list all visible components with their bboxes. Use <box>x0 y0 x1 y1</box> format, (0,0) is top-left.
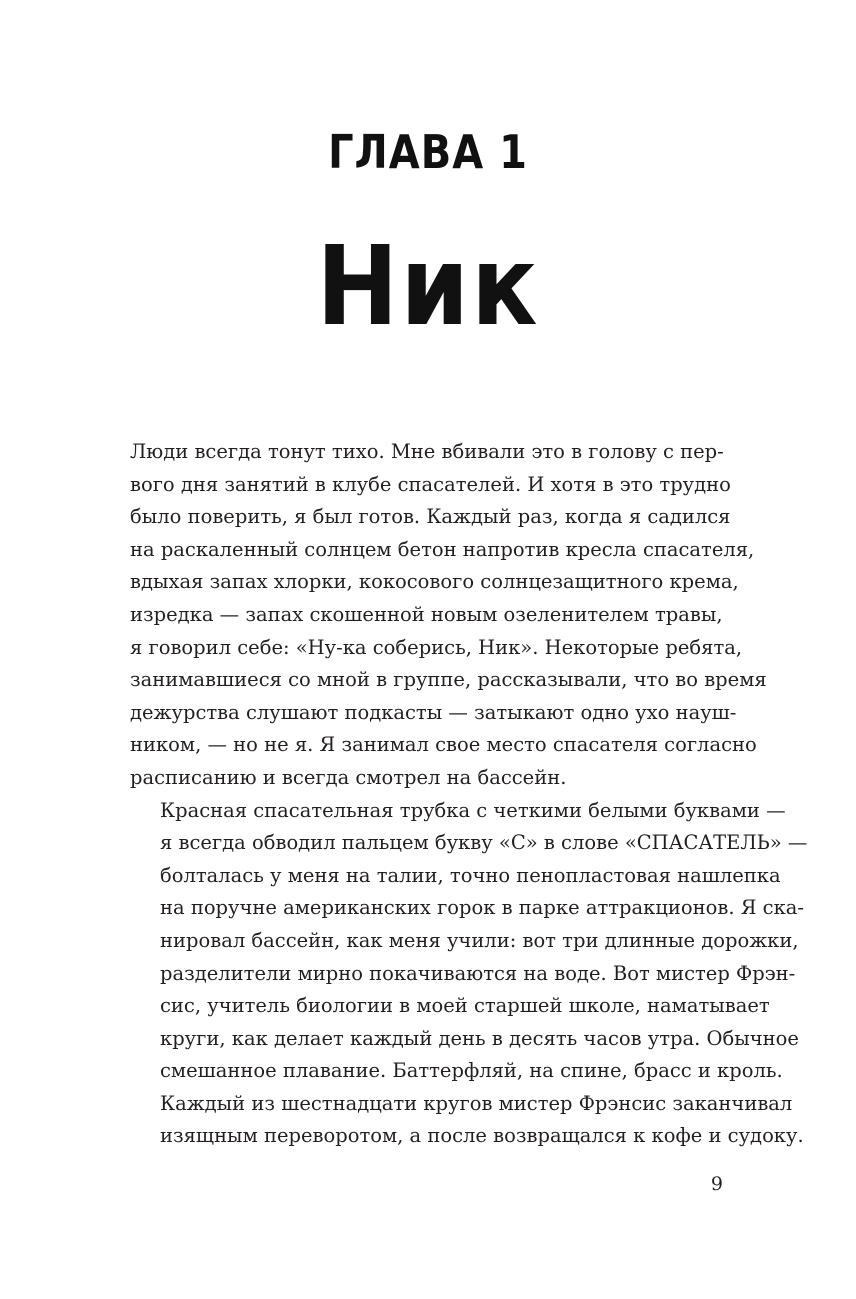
text-line: занимавшиеся со мной в группе, рассказывали, что во время <box>130 668 767 692</box>
text-line: вдыхая запах хлорки, кокосового солнцезащитного крема, <box>130 570 739 594</box>
body-text <box>130 436 808 1153</box>
text-line: Красная спасательная трубка с четкими белыми буквами — <box>160 798 786 822</box>
text-line: я всегда обводил пальцем букву «С» в слове «СПАСАТЕЛЬ» — <box>160 831 808 855</box>
text-line: на поручне американских горок в парке аттракционов. Я ска- <box>160 896 804 920</box>
text-line: было поверить, я был готов. Каждый раз, когда я садился <box>130 505 731 529</box>
text-line: дежурства слушают подкасты — затыкают одно ухо науш- <box>130 700 737 724</box>
text-line: разделители мирно покачиваются на воде. Вот мистер Фрэн- <box>160 961 796 985</box>
text-line: Каждый из шестнадцати кругов мистер Фрэнсис заканчивал <box>160 1091 793 1115</box>
text-line: нировал бассейн, как меня учили: вот три длинные дорожки, <box>160 928 799 952</box>
paragraph-2 <box>130 795 808 1154</box>
text-line: смешанное плавание. Баттерфляй, на спине, брасс и кроль. <box>160 1059 783 1083</box>
text-line: изящным переворотом, а после возвращался к кофе и судоку. <box>160 1124 804 1148</box>
text-line: круги, как делает каждый день в десять часов утра. Обычное <box>160 1026 799 1050</box>
chapter-title: Ник <box>316 223 540 351</box>
text-line: ником, — но не я. Я занимал свое место спасателя согласно <box>130 733 757 757</box>
chapter-label: ГЛАВА 1 <box>328 126 528 180</box>
text-line: вого дня занятий в клубе спасателей. И хотя в это трудно <box>130 472 731 496</box>
text-line: Люди всегда тонут тихо. Мне вбивали это в голову с пер- <box>130 440 724 463</box>
text-line: расписанию и всегда смотрел на бассейн. <box>130 765 567 789</box>
text-line: я говорил себе: «Ну-ка соберись, Ник». Некоторые ребята, <box>130 635 743 659</box>
paragraph-1 <box>130 436 767 795</box>
text-line: на раскаленный солнцем бетон напротив кресла спасателя, <box>130 537 755 561</box>
text-line: болталась у меня на талии, точно пенопластовая нашлепка <box>160 863 781 887</box>
page-number: 9 <box>710 1173 723 1195</box>
text-line: изредка — запах скошенной новым озеленителем травы, <box>130 602 723 626</box>
text-line: сис, учитель биологии в моей старшей школе, наматывает <box>160 994 770 1018</box>
